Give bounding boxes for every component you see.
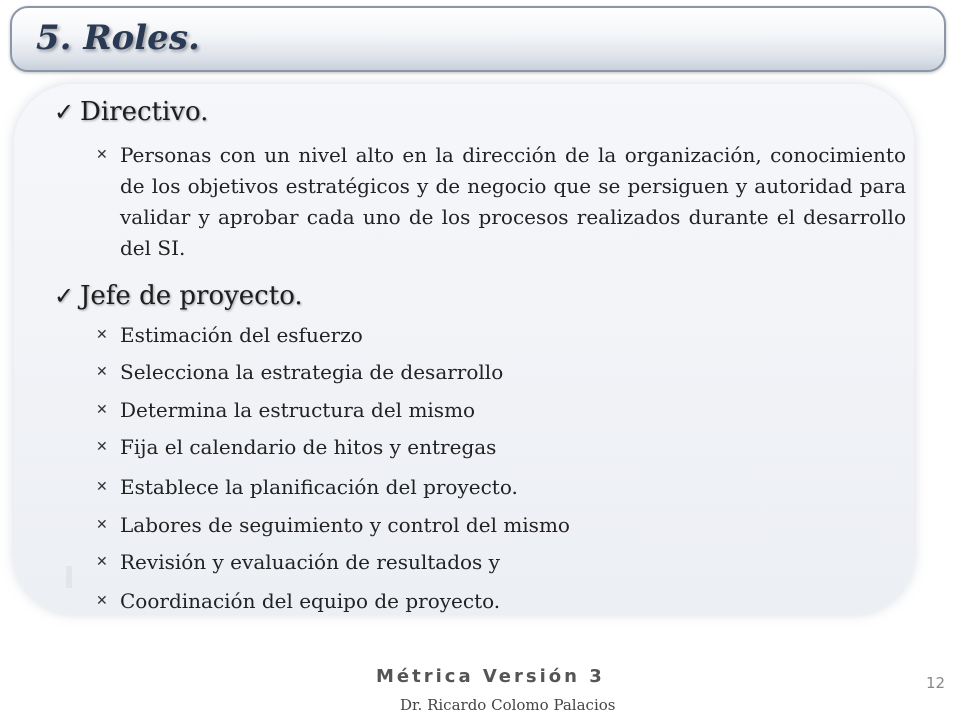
checkmark-icon: ✓ xyxy=(54,282,75,310)
list-item-text: Selecciona la estrategia de desarrollo xyxy=(120,360,504,384)
section-heading-text: Jefe de proyecto. xyxy=(80,281,303,311)
list-item-text: Establece la planificación del proyecto. xyxy=(120,475,518,499)
x-bullet-icon: ✕ xyxy=(96,364,108,380)
list-item-text: Determina la estructura del mismo xyxy=(120,398,476,422)
slide-title: 5. Roles. xyxy=(36,18,200,58)
list-item-text: Estimación del esfuerzo xyxy=(120,323,363,347)
list-item xyxy=(96,140,916,264)
decorative-marker xyxy=(66,566,72,588)
x-bullet-icon: ✕ xyxy=(96,402,108,418)
list-item xyxy=(96,586,916,617)
list-item xyxy=(96,547,916,578)
x-bullet-icon: ✕ xyxy=(96,147,108,163)
list-item xyxy=(96,357,916,388)
x-bullet-icon: ✕ xyxy=(96,593,108,609)
section-heading-jefe-de-proyecto xyxy=(54,280,303,312)
list-item-text: Fija el calendario de hitos y entregas xyxy=(120,435,497,459)
page-number: 12 xyxy=(926,674,946,692)
footer-author: Dr. Ricardo Colomo Palacios xyxy=(400,696,616,714)
list-item xyxy=(96,510,916,541)
list-item xyxy=(96,320,916,351)
x-bullet-icon: ✕ xyxy=(96,479,108,495)
list-item xyxy=(96,432,916,463)
x-bullet-icon: ✕ xyxy=(96,517,108,533)
list-item-text: Labores de seguimiento y control del mismo xyxy=(120,513,570,537)
list-item-text: Coordinación del equipo de proyecto. xyxy=(120,589,501,613)
x-bullet-icon: ✕ xyxy=(96,439,108,455)
checkmark-icon: ✓ xyxy=(54,98,75,126)
list-item-text: Revisión y evaluación de resultados y xyxy=(120,550,500,574)
section-heading-text: Directivo. xyxy=(80,97,209,127)
list-item-text: Personas con un nivel alto en la dirección de la organización, conocimiento de los objetivos estratégicos y de negocio que se persiguen y autoridad para validar y aprobar cada uno de los procesos realizados durante el desarrollo del SI. xyxy=(120,143,906,260)
footer-logo: Métrica Versión 3 xyxy=(376,666,605,687)
x-bullet-icon: ✕ xyxy=(96,327,108,343)
list-item xyxy=(96,472,916,503)
list-item xyxy=(96,395,916,426)
section-heading-directivo xyxy=(54,96,208,128)
x-bullet-icon: ✕ xyxy=(96,554,108,570)
